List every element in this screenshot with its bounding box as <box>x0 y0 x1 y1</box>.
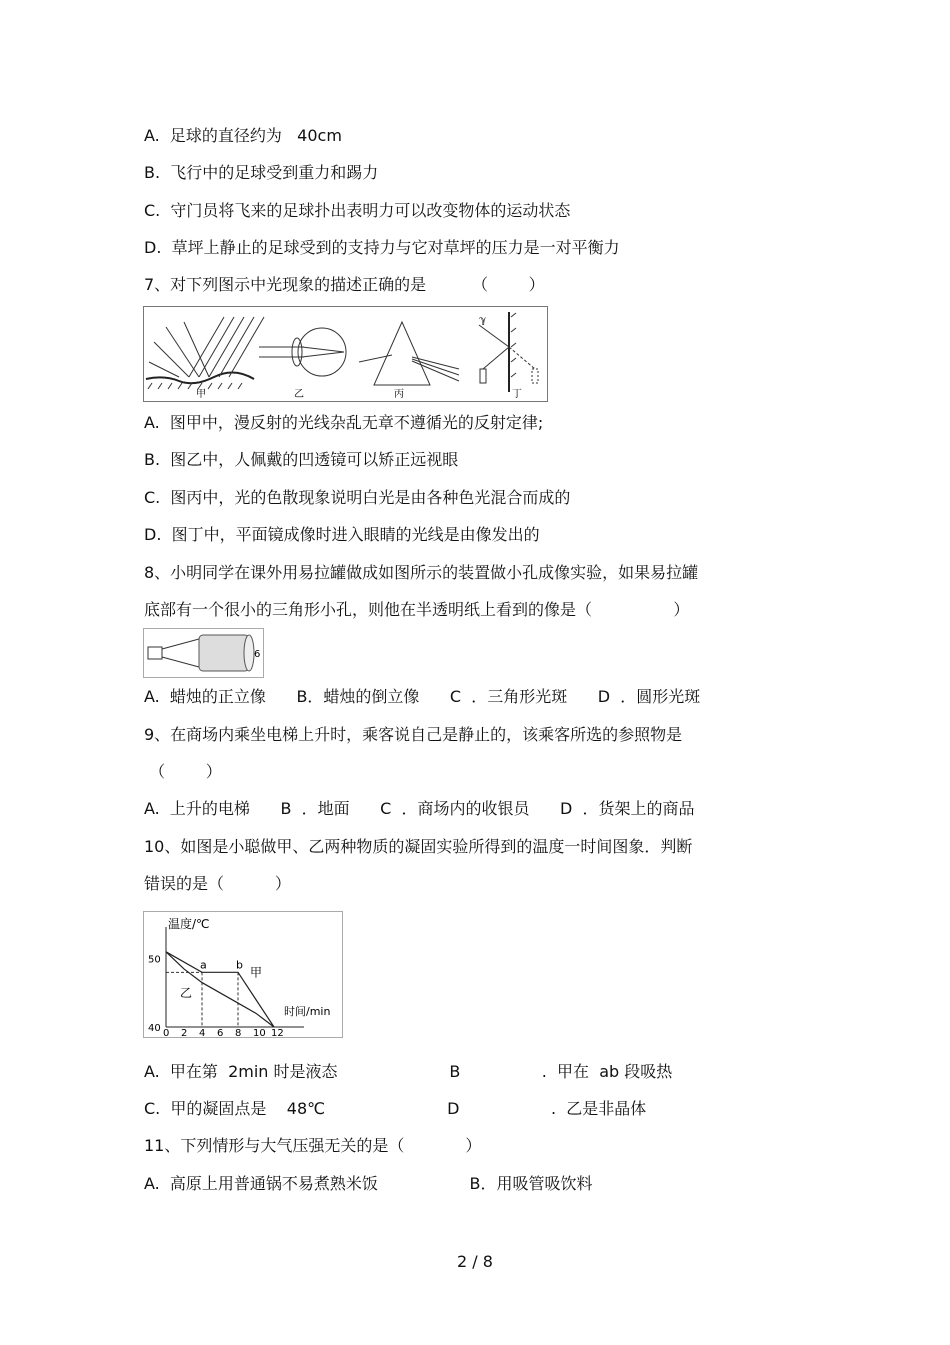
q8-stem-line2: 底部有一个很小的三角形小孔，则他在半透明纸上看到的像是（ ） <box>144 600 690 619</box>
svg-text:6: 6 <box>254 649 261 660</box>
x-tick-label: 4 <box>199 1028 206 1037</box>
x-tick-label: 8 <box>235 1028 242 1037</box>
q10-options-line1: A. 甲在第 2min 时是液态 B . 甲在 ab 段吸热 <box>144 1062 673 1081</box>
light-phenomena-figure <box>144 307 547 401</box>
series-label: 甲 <box>250 965 263 980</box>
q11-options: A. 高原上用普通锅不易煮熟米饭 B．用吸管吸饮料 <box>144 1174 593 1193</box>
q8-stem-line1: 8、小明同学在课外用易拉罐做成如图所示的装置做小孔成像实验，如果易拉罐 <box>144 563 699 582</box>
x-tick-label: 2 <box>181 1028 188 1037</box>
q9-options: A. 上升的电梯 B ．地面 C ．商场内的收银员 D ．货架上的商品 <box>144 799 695 818</box>
q6-option-b: B. 飞行中的足球受到重力和踢力 <box>144 163 379 182</box>
q7-option-c: C. 图丙中，光的色散现象说明白光是由各种色光混合而成的 <box>144 488 571 507</box>
q10-options-line2: C. 甲的凝固点是 48℃ D . 乙是非晶体 <box>144 1099 647 1118</box>
q6-option-d: D. 草坪上静止的足球受到的支持力与它对草坪的压力是一对平衡力 <box>144 238 620 257</box>
point-label: b <box>236 958 243 972</box>
y-tick-label: 50 <box>148 954 161 966</box>
figure-label-bing: 丙 <box>394 389 404 400</box>
y-axis-label: 温度/℃ <box>168 917 210 931</box>
q10-chart <box>143 911 343 1038</box>
eye-icon: ℽ <box>479 315 487 326</box>
x-tick-label: 0 <box>163 1028 170 1037</box>
q7-option-d: D. 图丁中，平面镜成像时进入眼睛的光线是由像发出的 <box>144 525 540 544</box>
x-tick-label: 12 <box>271 1028 284 1037</box>
q7-figure <box>143 306 548 402</box>
q9-stem-line2: （ ） <box>144 762 222 781</box>
q9-stem-line1: 9、在商场内乘坐电梯上升时，乘客说自己是静止的，该乘客所选的参照物是 <box>144 725 683 744</box>
q11-stem: 11、下列情形与大气压强无关的是（ ） <box>144 1136 482 1155</box>
q6-option-c: C. 守门员将飞来的足球扑出表明力可以改变物体的运动状态 <box>144 201 571 220</box>
pinhole-camera-figure <box>144 629 263 677</box>
page-number: 2 / 8 <box>457 1252 493 1271</box>
x-tick-label: 6 <box>217 1028 224 1037</box>
figure-label-yi: 乙 <box>294 389 304 400</box>
q8-figure <box>143 628 264 678</box>
q7-stem: 7、对下列图示中光现象的描述正确的是 （ ） <box>144 275 545 294</box>
q6-option-a: A. 足球的直径约为 40cm <box>144 126 342 145</box>
point-label: a <box>200 958 207 972</box>
q10-stem-line1: 10、如图是小聪做甲、乙两种物质的凝固实验所得到的温度一时间图象．判断 <box>144 837 693 856</box>
q10-stem-line2: 错误的是（ ） <box>144 874 291 893</box>
y-tick-label: 40 <box>148 1023 161 1034</box>
figure-label-ding: 丁 <box>512 389 522 400</box>
temperature-time-chart <box>144 912 342 1037</box>
series-label: 乙 <box>180 985 193 1000</box>
q8-options: A. 蜡烛的正立像 B．蜡烛的倒立像 C ．三角形光斑 D ．圆形光斑 <box>144 687 701 706</box>
q7-option-b: B. 图乙中，人佩戴的凹透镜可以矫正远视眼 <box>144 450 459 469</box>
q7-option-a: A. 图甲中，漫反射的光线杂乱无章不遵循光的反射定律; <box>144 413 544 432</box>
figure-label-jia: 甲 <box>196 389 206 400</box>
x-tick-label: 10 <box>253 1028 266 1037</box>
x-axis-label: 时间/min <box>284 1005 331 1018</box>
